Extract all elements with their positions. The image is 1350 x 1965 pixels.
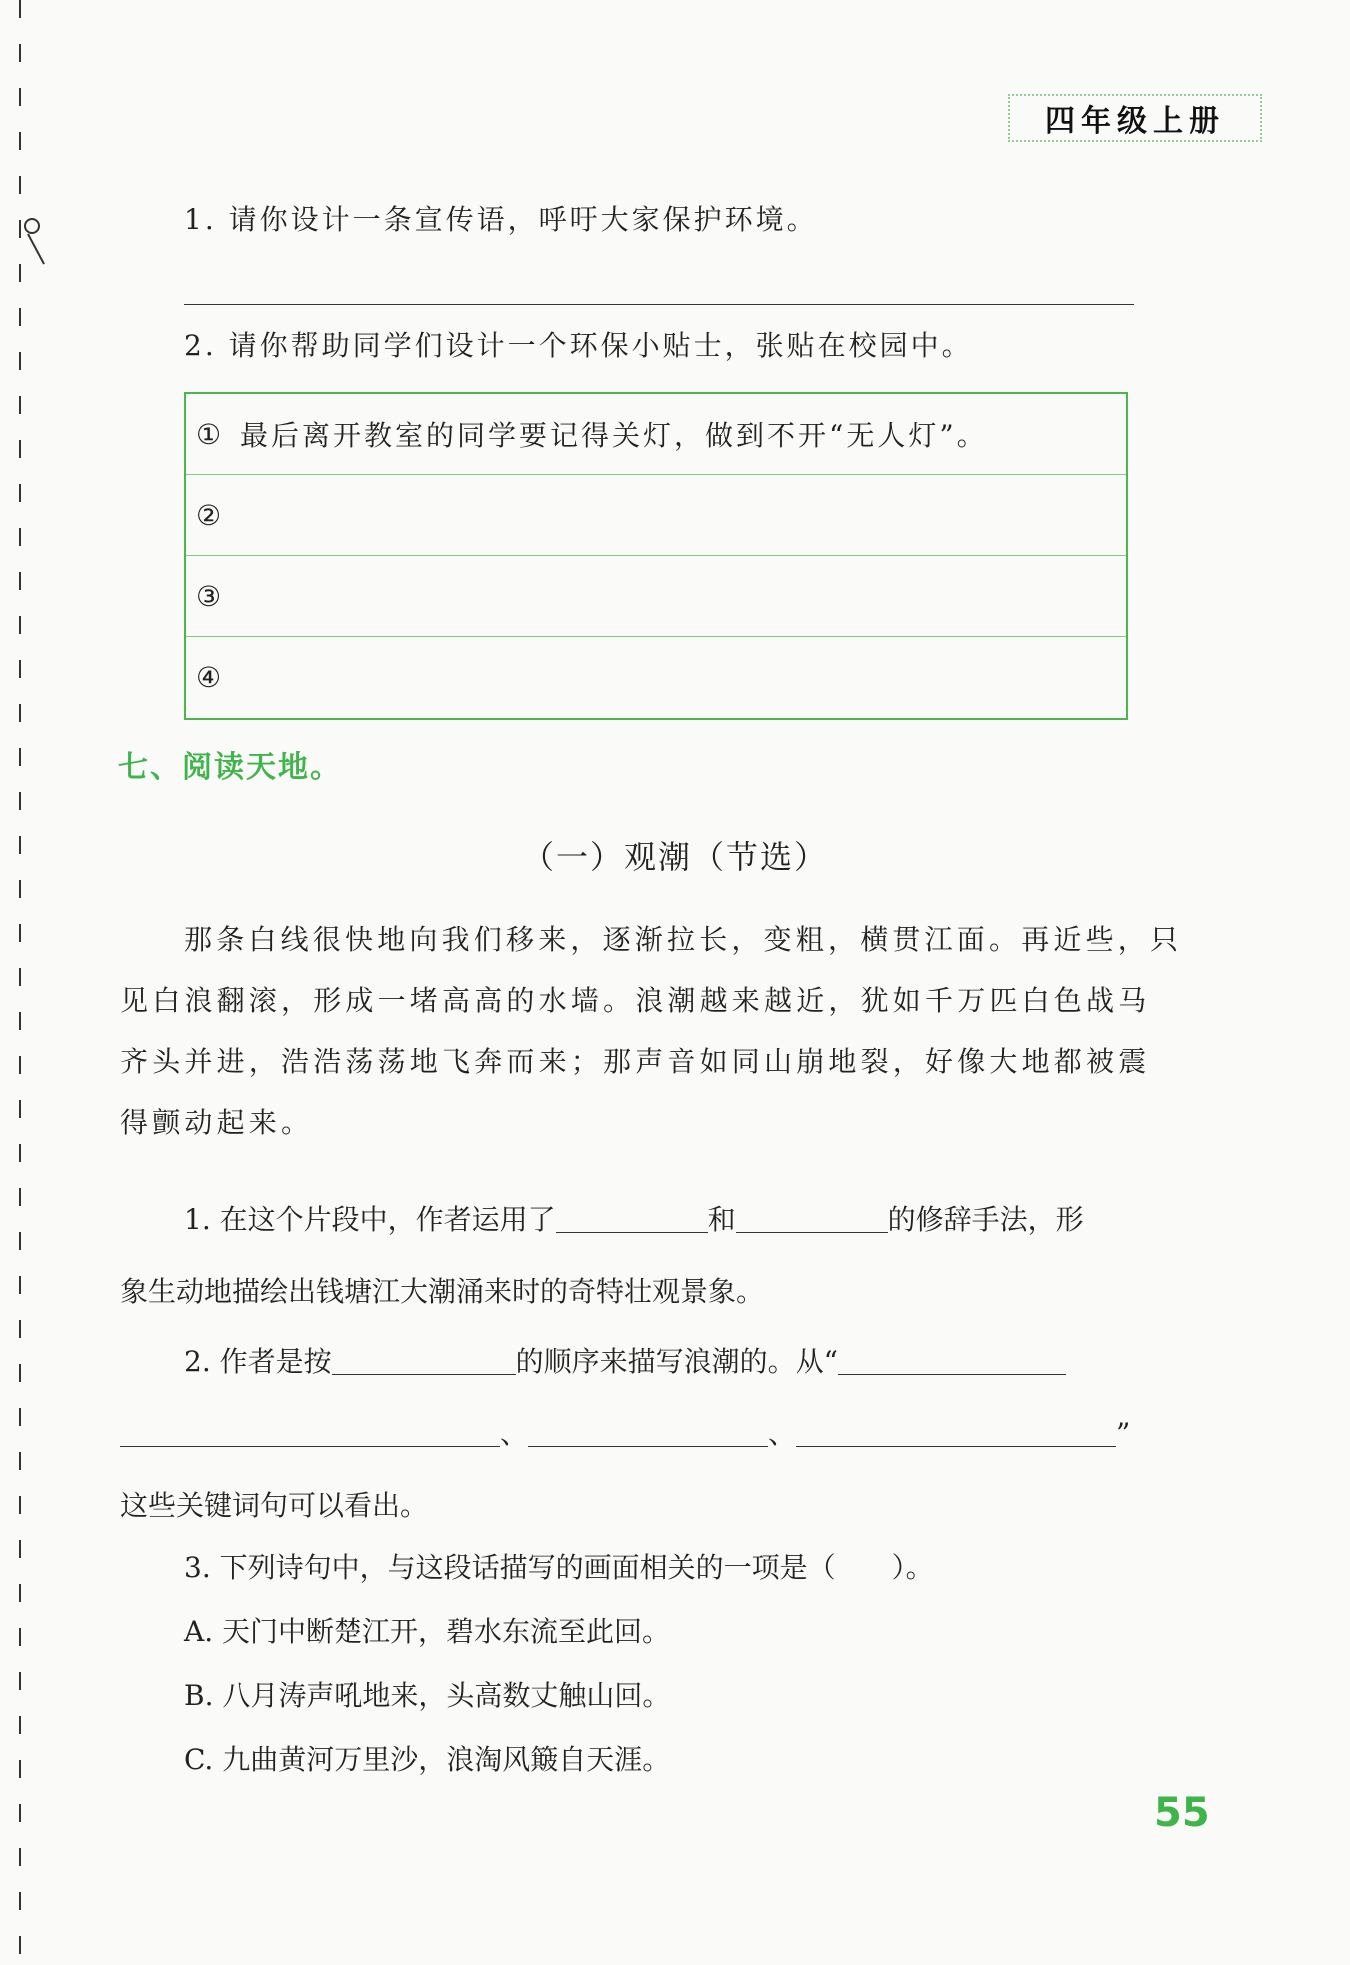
passage-line: 那条白线很快地向我们移来，逐渐拉长，变粗，横贯江面。再近些，只	[184, 923, 1183, 956]
blank-keyword-3[interactable]	[528, 1416, 768, 1447]
q2-separator: 、	[500, 1417, 529, 1450]
blank-keyword-1[interactable]	[838, 1344, 1066, 1375]
q2-text-a: 2. 作者是按	[184, 1345, 332, 1378]
q1-text-c: 的修辞手法，形	[887, 1203, 1084, 1236]
option-a[interactable]: A. 天门中断楚江开，碧水东流至此回。	[184, 1615, 671, 1648]
reading-question-2	[184, 1342, 1066, 1382]
q2-text-b: 的顺序来描写浪潮的。从“	[515, 1345, 838, 1378]
passage-line: 得颤动起来。	[120, 1106, 314, 1139]
tip-number: ①	[196, 417, 222, 451]
tip-row-1[interactable]	[186, 394, 1126, 475]
question-1-slogan: 1. 请你设计一条宣传语，呼吁大家保护环境。	[184, 203, 818, 236]
q2-separator: 、	[768, 1417, 797, 1450]
passage-line: 见白浪翻滚，形成一堵高高的水墙。浪潮越来越近，犹如千万匹白色战马	[120, 984, 1151, 1017]
tips-table	[184, 392, 1128, 720]
faded-watermark	[1120, 58, 1250, 84]
tip-row-2[interactable]	[186, 475, 1126, 556]
tip-row-4[interactable]	[186, 637, 1126, 718]
tip-text: 最后离开教室的同学要记得关灯，做到不开“无人灯”。	[240, 419, 988, 452]
blank-rhetoric-2[interactable]	[736, 1202, 888, 1233]
answer-line-slogan[interactable]	[184, 304, 1134, 305]
passage-title: （一）观潮（节选）	[521, 838, 828, 876]
tip-row-3[interactable]	[186, 556, 1126, 637]
question-2-tips: 2. 请你帮助同学们设计一个环保小贴士，张贴在校园中。	[184, 329, 973, 362]
option-b[interactable]: B. 八月涛声吼地来，头高数丈触山回。	[184, 1679, 671, 1712]
blank-keyword-4[interactable]	[796, 1416, 1116, 1447]
binding-dashes	[18, 0, 22, 1965]
grade-label: 四年级上册	[1008, 94, 1262, 142]
reading-question-1-cont: 象生动地描绘出钱塘江大潮涌来时的奇特壮观景象。	[120, 1275, 765, 1308]
tip-number: ④	[196, 661, 222, 694]
reading-question-2-cont	[120, 1414, 1130, 1454]
tip-number: ③	[196, 579, 222, 613]
blank-keyword-2[interactable]	[120, 1416, 500, 1447]
blank-order[interactable]	[332, 1344, 516, 1375]
binding-hook-icon	[18, 212, 48, 276]
page-number: 55	[1154, 1790, 1210, 1836]
q2-close-quote: ”	[1116, 1417, 1131, 1450]
q1-text-a: 1. 在这个片段中，作者运用了	[184, 1203, 556, 1236]
q1-text-b: 和	[707, 1203, 736, 1236]
tip-number: ②	[196, 498, 222, 532]
blank-rhetoric-1[interactable]	[556, 1202, 708, 1233]
reading-question-1	[184, 1200, 1084, 1240]
section-title-reading: 七、阅读天地。	[118, 750, 342, 785]
passage-line: 齐头并进，浩浩荡荡地飞奔而来；那声音如同山崩地裂，好像大地都被震	[120, 1045, 1151, 1078]
option-c[interactable]: C. 九曲黄河万里沙，浪淘风簸自天涯。	[184, 1743, 671, 1776]
reading-question-3: 3. 下列诗句中，与这段话描写的画面相关的一项是（ ）。	[184, 1551, 934, 1584]
reading-question-2-tail: 这些关键词句可以看出。	[120, 1489, 429, 1522]
